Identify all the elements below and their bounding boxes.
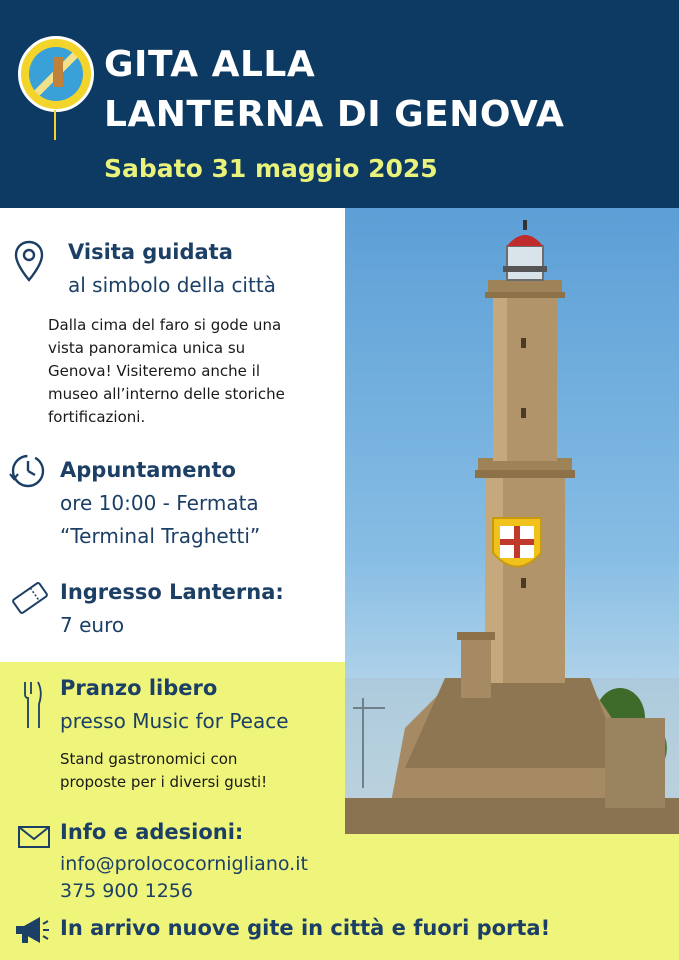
page-title bbox=[104, 40, 564, 140]
visita-line: fortificazioni. bbox=[48, 408, 146, 426]
pranzo-description bbox=[60, 748, 267, 794]
lighthouse-illustration bbox=[345, 208, 679, 834]
bottom-green-panel bbox=[345, 834, 679, 960]
visita-title: Visita guidata bbox=[68, 240, 233, 264]
pranzo-title: Pranzo libero bbox=[60, 676, 218, 700]
pranzo-line: Stand gastronomici con bbox=[60, 750, 238, 768]
clock-icon bbox=[6, 452, 46, 490]
cutlery-icon bbox=[22, 680, 44, 730]
footer-announcement: In arrivo nuove gite in città e fuori porta! bbox=[60, 916, 551, 940]
megaphone-icon bbox=[14, 914, 50, 946]
title-line-2: LANTERNA DI GENOVA bbox=[104, 94, 565, 135]
pro-loco-logo bbox=[18, 36, 94, 112]
visita-line: museo all’interno delle storiche bbox=[48, 385, 285, 403]
visita-subtitle: al simbolo della città bbox=[68, 273, 276, 297]
info-email[interactable]: info@prolococornigliano.it bbox=[60, 853, 308, 875]
ticket-icon bbox=[10, 580, 50, 616]
event-date: Sabato 31 maggio 2025 bbox=[104, 154, 438, 183]
logo-tower-mark bbox=[53, 57, 63, 87]
logo-stick bbox=[54, 110, 56, 140]
logo-emblem bbox=[29, 47, 83, 101]
appuntamento-place: “Terminal Traghetti” bbox=[60, 524, 261, 548]
appuntamento-time: ore 10:00 - Fermata bbox=[60, 491, 259, 515]
visita-line: vista panoramica unica su bbox=[48, 339, 246, 357]
ingresso-title: Ingresso Lanterna: bbox=[60, 580, 284, 604]
lanterna-photo bbox=[345, 208, 679, 834]
map-pin-icon bbox=[14, 240, 44, 282]
appuntamento-title: Appuntamento bbox=[60, 458, 236, 482]
visita-line: Genova! Visiteremo anche il bbox=[48, 362, 260, 380]
visita-description bbox=[48, 314, 285, 429]
header-banner bbox=[0, 0, 679, 208]
info-phone[interactable]: 375 900 1256 bbox=[60, 880, 193, 902]
title-line-1: GITA ALLA bbox=[104, 44, 316, 85]
visita-line: Dalla cima del faro si gode una bbox=[48, 316, 282, 334]
info-title: Info e adesioni: bbox=[60, 820, 244, 844]
ingresso-price: 7 euro bbox=[60, 613, 125, 637]
envelope-icon bbox=[18, 826, 50, 848]
pranzo-subtitle: presso Music for Peace bbox=[60, 709, 289, 733]
pranzo-line: proposte per i diversi gusti! bbox=[60, 773, 268, 791]
